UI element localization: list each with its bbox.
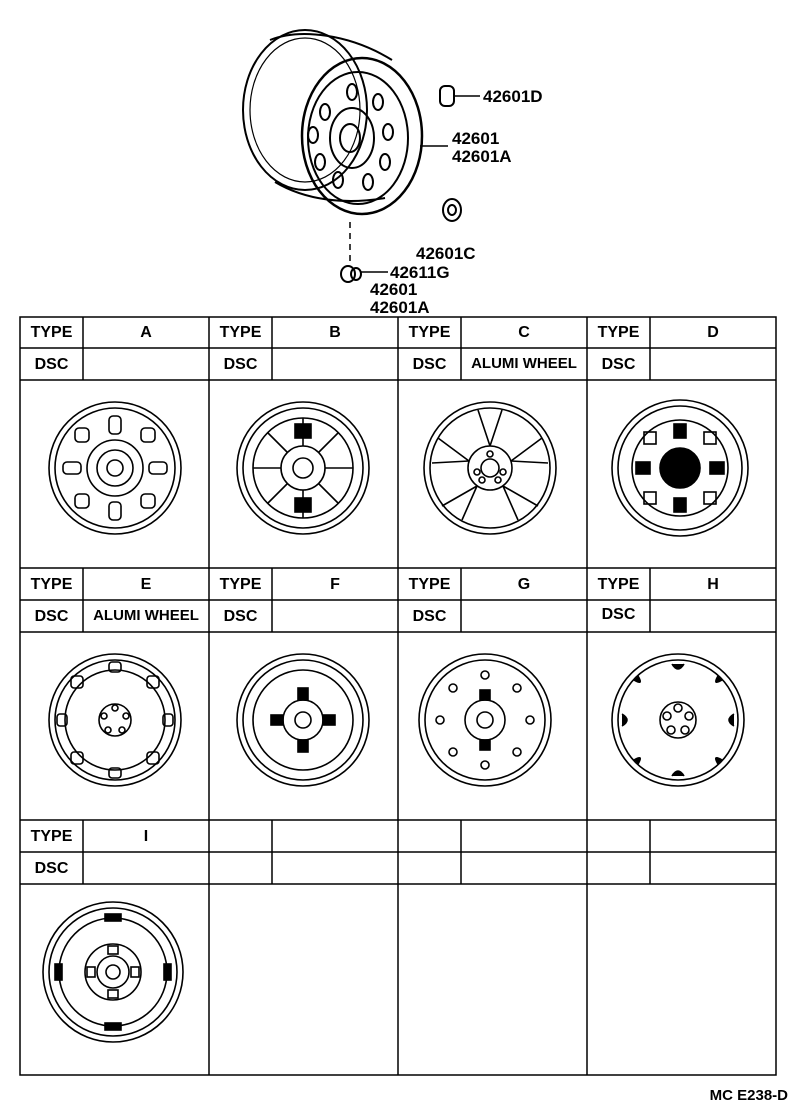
type-value-a: A <box>140 324 152 341</box>
dsc-label: DSC <box>601 606 636 623</box>
dsc-value-c: ALUMI WHEEL <box>471 355 577 372</box>
dsc-label: DSC <box>223 608 258 625</box>
dsc-label: DSC <box>34 356 69 373</box>
type-label: TYPE <box>30 828 73 845</box>
wheel-f-drawing <box>237 654 369 786</box>
dsc-label: DSC <box>601 356 636 373</box>
type-value-c: C <box>518 324 530 341</box>
type-value-f: F <box>330 576 340 593</box>
type-label: TYPE <box>408 576 451 593</box>
wheel-g-drawing <box>419 654 551 786</box>
type-label: TYPE <box>30 576 73 593</box>
type-value-e: E <box>140 576 152 593</box>
dsc-label: DSC <box>34 860 69 877</box>
callout-wheel-2: 42601A <box>452 147 512 166</box>
callout-valve-1: 42601 <box>370 280 418 299</box>
type-label: TYPE <box>597 576 640 593</box>
callout-valve-2: 42601A <box>370 298 430 317</box>
dsc-label: DSC <box>412 608 447 625</box>
dsc-label: DSC <box>412 356 447 373</box>
type-value-i: I <box>143 828 149 845</box>
type-label: TYPE <box>219 324 262 341</box>
wheel-e-drawing <box>49 654 181 786</box>
type-value-h: H <box>707 576 719 593</box>
wheel-d-drawing <box>612 400 748 536</box>
wheel-c-drawing <box>424 402 556 534</box>
diagram-code: MC E238-D <box>709 1087 788 1104</box>
type-label: TYPE <box>219 576 262 593</box>
dsc-value-e: ALUMI WHEEL <box>93 607 199 624</box>
callout-valve: 42611G <box>390 263 450 282</box>
type-label: TYPE <box>408 324 451 341</box>
type-value-g: G <box>517 576 531 593</box>
wheel-b-drawing <box>237 402 369 534</box>
type-label: TYPE <box>597 324 640 341</box>
wheel-i-drawing <box>43 902 183 1042</box>
dsc-label: DSC <box>34 608 69 625</box>
type-value-d: D <box>707 324 719 341</box>
callout-hub-nut: 42601C <box>416 244 476 263</box>
callout-wheel-1: 42601 <box>452 129 500 148</box>
callout-valve-cap: 42601D <box>483 87 543 106</box>
wheel-h-drawing <box>612 654 744 786</box>
wheel-a-drawing <box>49 402 181 534</box>
type-value-b: B <box>329 324 341 341</box>
dsc-label: DSC <box>223 356 258 373</box>
type-label: TYPE <box>30 324 73 341</box>
